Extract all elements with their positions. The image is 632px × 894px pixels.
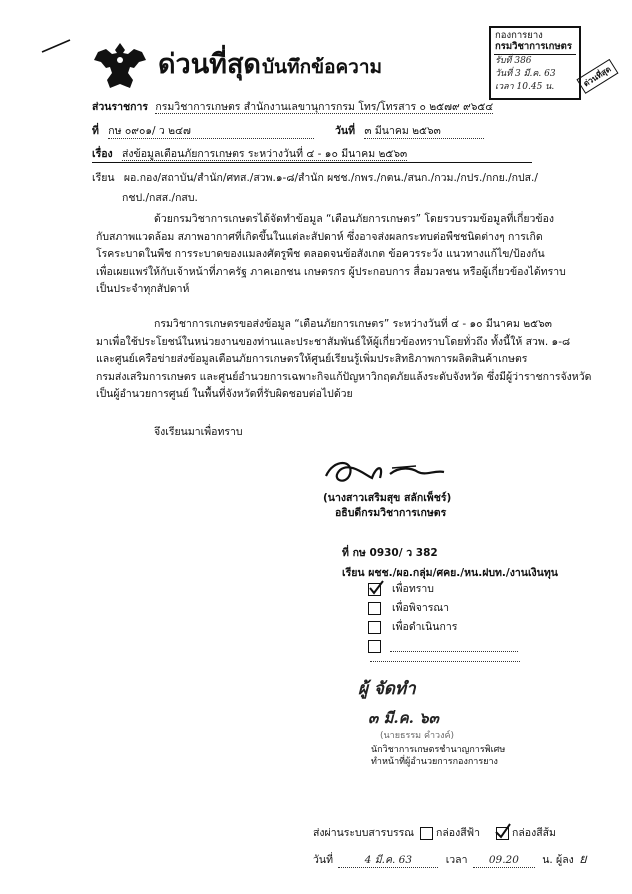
signer-name: (นางสาวเสริมสุข สลักเพ็ชร์)	[323, 492, 452, 504]
handwritten-note: ผู้ จัดทำ	[358, 679, 416, 699]
stamp-unit-2: กรมวิชาการเกษตร	[495, 41, 572, 52]
to-line-2: กชป./กสส./กสบ.	[122, 192, 198, 204]
para1-line: เพื่อเผยแพร่ให้กับเจ้าหน้าที่ภาครัฐ ภาคเอกชน เกษตรกร ผู้ประกอบการ สื่อมวลชน หรือผู้เกี่ยวข้องได้ทราบ	[96, 265, 566, 278]
ref-label: ที่	[92, 125, 99, 137]
para2-line: กรมส่งเสริมการเกษตร และศูนย์อำนวยการเฉพาะกิจแก้ปัญหาวิกฤตภัยแล้งระดับจังหวัด ซึ่งมีผู้ว่าราชการจังหวัด	[96, 370, 592, 383]
footer-time-label: เวลา	[445, 854, 468, 866]
margin-mark	[40, 38, 74, 54]
checkmark-icon	[494, 822, 512, 840]
official-name: (นายธรรม คำวงค์)	[380, 731, 454, 741]
urgency-title: ด่วนที่สุด	[158, 49, 261, 80]
ref-value: กษ ๐๙๐๑/ ว ๒๔๗	[108, 125, 314, 139]
paragraph-1	[96, 211, 566, 299]
option-label: เพื่อพิจารณา	[392, 602, 450, 614]
para1-line: ด้วยกรมวิชาการเกษตรได้จัดทำข้อมูล “เตือนภัยการเกษตร” โดยรวบรวมข้อมูลที่เกี่ยวข้อง	[154, 213, 555, 225]
document-type: บันทึกข้อความ	[262, 56, 383, 78]
option-label: เพื่อดำเนินการ	[392, 621, 458, 633]
subject-label: เรื่อง	[92, 148, 113, 160]
closing-text: จึงเรียนมาเพื่อทราบ	[154, 426, 243, 438]
checkmark-icon	[368, 580, 384, 596]
footer-date-label: วันที่	[313, 854, 333, 866]
routing-to: เรียน ผชช./ผอ.กลุ่ม/ศคย./หน.ฝบท./งานเงินทุน	[342, 567, 558, 579]
signer-title: อธิบดีกรมวิชาการเกษตร	[335, 507, 447, 519]
para2-line: มาเพื่อใช้ประโยชน์ในหน่วยงานของท่านและประชาสัมพันธ์ให้ผู้เกี่ยวข้องทราบโดยทั่วถึง ทั้งนี้ให้ สวพ. ๑-๘	[96, 335, 571, 348]
para2-line: เป็นผู้อำนวยการศูนย์ ในพื้นที่จังหวัดที่รับผิดชอบต่อไปด้วย	[96, 388, 353, 400]
blue-box-label: กล่องสีฟ้า	[436, 827, 480, 839]
stamp-receive-no: รับที่ 386	[495, 56, 532, 66]
footer-sign-mark: ย	[579, 852, 587, 867]
header-divider	[92, 162, 532, 163]
para1-line: กับสภาพแวดล้อม สภาพอากาศที่เกิดขึ้นในแต่ละสัปดาห์ ซึ่งอาจส่งผลกระทบต่อพืชชนิดต่างๆ การเกิด	[96, 230, 543, 243]
para1-line: เป็นประจำทุกสัปดาห์	[96, 283, 190, 295]
option-other-line	[390, 650, 518, 652]
side-urgent-stamp: ด่วนที่สุด	[578, 62, 622, 92]
director-signature	[320, 452, 450, 488]
para2-line: กรมวิชาการเกษตรขอส่งข้อมูล “เตือนภัยการเกษตร” ระหว่างวันที่ ๔ - ๑๐ มีนาคม ๒๕๖๓	[154, 318, 552, 330]
checkbox-other[interactable]	[368, 640, 381, 653]
date-value: ๓ มีนาคม ๒๕๖๓	[364, 125, 484, 139]
checkbox-blue-box[interactable]	[420, 827, 433, 840]
footer-time-value: 09.20	[473, 854, 535, 868]
option-label: เพื่อทราบ	[392, 583, 434, 595]
sent-via-label: ส่งผ่านระบบสารบรรณ	[313, 827, 415, 839]
handwritten-date: ๓ มี.ค. ๖๓	[368, 709, 439, 727]
official-title-1: นักวิชาการเกษตรชำนาญการพิเศษ	[371, 745, 506, 755]
subject-value: ส่งข้อมูลเตือนภัยการเกษตร ระหว่างวันที่ ๔ - ๑๐ มีนาคม ๒๕๖๓	[122, 148, 408, 160]
paragraph-2	[96, 316, 591, 404]
orange-box-label: กล่องสีส้ม	[512, 827, 556, 839]
stamp-receive-time: เวลา 10.45 น.	[495, 82, 555, 92]
official-title-2: ทำหน้าที่ผู้อำนวยการกองการยาง	[371, 757, 498, 767]
to-label: เรียน	[92, 172, 115, 184]
footer-suffix: น. ผู้ลง	[542, 854, 574, 866]
receipt-stamp	[489, 26, 581, 100]
stamp-receive-date: วันที่ 3 มี.ค. 63	[495, 69, 556, 79]
agency-label: ส่วนราชการ	[92, 101, 149, 113]
routing-ref: ที่ กษ 0930/ ว 382	[342, 547, 438, 559]
checkbox-consider[interactable]	[368, 602, 381, 615]
stamp-unit-1: กองการยาง	[495, 30, 543, 41]
checkbox-action[interactable]	[368, 621, 381, 634]
garuda-emblem-icon	[92, 40, 148, 92]
to-line-1: ผอ.กอง/สถาบัน/สำนัก/ศทส./สวพ.๑-๘/สำนัก ผชช./กพร./กตน./สนก./กวม./กปร./กกย./กปส./	[123, 172, 538, 184]
footer-date-value: 4 มี.ค. 63	[338, 854, 438, 868]
date-label: วันที่	[335, 125, 355, 137]
routing-blank-line	[370, 660, 520, 662]
para1-line: โรคระบาดในพืช การระบาดของแมลงศัตรูพืช ตลอดจนข้อสังเกต ข้อควรระวัง แนวทางแก้ไข/ป้องกัน	[96, 248, 545, 260]
para2-line: และศูนย์เครือข่ายส่งข้อมูลเตือนภัยการเกษตรให้ศูนย์เรียนรู้เพิ่มประสิทธิภาพการผลิตสินค้าเกษตร	[96, 353, 528, 365]
agency-value: กรมวิชาการเกษตร สำนักงานเลขานุการกรม โทร/โทรสาร ๐ ๒๕๗๙ ๙๖๕๔	[155, 101, 494, 113]
